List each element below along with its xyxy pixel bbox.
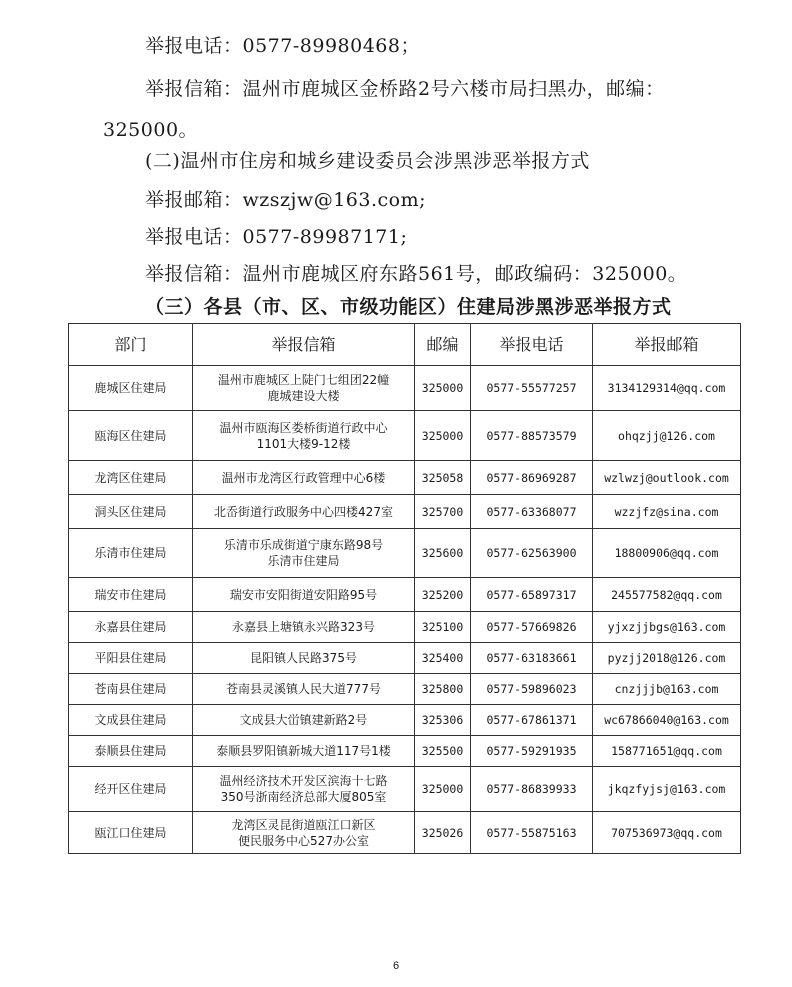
cell-dept: 瓯江口住建局 [69,812,193,854]
cell-address [193,461,415,495]
cell-email: jkqzfyjsj@163.com [593,767,741,812]
cell-phone: 0577-63368077 [471,495,593,529]
cell-phone: 0577-65897317 [471,578,593,612]
address-line: 温州市鹿城区上陡门七组团22幢 [217,373,390,387]
cell-email: 18800906@qq.com [593,529,741,578]
table-row [69,812,741,854]
table-row [69,705,741,736]
cell-zip: 325200 [415,578,471,612]
address-line: 鹿城建设大楼 [267,389,340,403]
cell-zip: 325058 [415,461,471,495]
cell-zip: 325100 [415,612,471,643]
cell-address [193,767,415,812]
cell-email: 707536973@qq.com [593,812,741,854]
address-line: 便民服务中心527办公室 [238,833,369,848]
cell-address [193,411,415,461]
cell-zip: 325500 [415,736,471,767]
cell-address [193,366,415,411]
cell-email: wzzjfz@sina.com [593,495,741,529]
table-row [69,529,741,578]
table-row [69,495,741,529]
para-report-phone-2: 举报电话：0577-89987171; [145,226,408,248]
cell-phone: 0577-59896023 [471,674,593,705]
address-line: 文成县大峃镇建新路2号 [239,713,368,727]
table-row [69,366,741,411]
cell-address [193,643,415,674]
header-zip: 邮编 [415,324,471,366]
cell-dept: 瓯海区住建局 [69,411,193,461]
address-line: 乐清市住建局 [267,554,340,568]
cell-dept: 永嘉县住建局 [69,612,193,643]
header-address: 举报信箱 [193,324,415,366]
page-number: 6 [392,960,400,972]
section-2-title: (二)温州市住房和城乡建设委员会涉黑涉恶举报方式 [145,150,590,172]
cell-email: ohqzjj@126.com [593,411,741,461]
address-line: 350号浙南经济总部大厦805室 [220,790,387,804]
address-line: 苍南县灵溪镇人民大道777号 [226,682,381,696]
address-line: 温州市瓯海区娄桥街道行政中心 [219,420,388,435]
table-row [69,411,741,461]
table-row [69,736,741,767]
address-line: 龙湾区灵昆街道瓯江口新区 [231,817,376,832]
cell-phone: 0577-57669826 [471,612,593,643]
table-row [69,767,741,812]
cell-zip: 325000 [415,411,471,461]
cell-email: yjxzjjbgs@163.com [593,612,741,643]
cell-address [193,495,415,529]
cell-zip: 325000 [415,767,471,812]
cell-address [193,674,415,705]
cell-phone: 0577-86839933 [471,767,593,812]
cell-address [193,578,415,612]
cell-zip: 325026 [415,812,471,854]
address-line: 永嘉县上塘镇永兴路323号 [232,620,375,634]
cell-zip: 325400 [415,643,471,674]
address-line: 北岙街道行政服务中心四楼427室 [214,504,393,519]
table-row [69,643,741,674]
table-row [69,674,741,705]
cell-zip: 325800 [415,674,471,705]
cell-dept: 乐清市住建局 [69,529,193,578]
cell-email: 3134129314@qq.com [593,366,741,411]
cell-phone: 0577-67861371 [471,705,593,736]
table-body [69,366,741,854]
cell-phone: 0577-59291935 [471,736,593,767]
cell-address [193,612,415,643]
table-row [69,578,741,612]
table-row [69,612,741,643]
address-line: 昆阳镇人民路375号 [250,651,357,665]
cell-email: 158771651@qq.com [593,736,741,767]
cell-address [193,705,415,736]
cell-dept: 平阳县住建局 [69,643,193,674]
cell-address [193,812,415,854]
cell-email: pyzjj2018@126.com [593,643,741,674]
cell-email: wzlwzj@outlook.com [593,461,741,495]
cell-phone: 0577-86969287 [471,461,593,495]
cell-phone: 0577-63183661 [471,643,593,674]
cell-phone: 0577-55577257 [471,366,593,411]
contacts-table [68,323,741,854]
para-report-mailbox-2: 举报信箱：温州市鹿城区府东路561号，邮政编码：325000。 [145,263,688,285]
cell-dept: 龙湾区住建局 [69,461,193,495]
address-line: 温州市龙湾区行政管理中心6楼 [221,470,386,485]
cell-dept: 洞头区住建局 [69,495,193,529]
header-email: 举报邮箱 [593,324,741,366]
address-line: 温州经济技术开发区滨海十七路 [219,774,388,788]
cell-zip: 325000 [415,366,471,411]
cell-dept: 瑞安市住建局 [69,578,193,612]
address-line: 泰顺县罗阳镇新城大道117号1楼 [216,744,391,758]
cell-email: 245577582@qq.com [593,578,741,612]
para-zip-continued: 325000。 [103,119,199,141]
cell-dept: 泰顺县住建局 [69,736,193,767]
cell-dept: 经开区住建局 [69,767,193,812]
cell-zip: 325700 [415,495,471,529]
table-row [69,461,741,495]
cell-dept: 苍南县住建局 [69,674,193,705]
section-3-title: （三）各县（市、区、市级功能区）住建局涉黑涉恶举报方式 [145,296,672,318]
para-report-mailbox-1: 举报信箱：温州市鹿城区金桥路2号六楼市局扫黑办，邮编： [145,78,665,100]
para-report-email-2: 举报邮箱：wzszjw@163.com; [145,189,426,211]
table-header-row [69,324,741,366]
cell-email: wc67866040@163.com [593,705,741,736]
header-phone: 举报电话 [471,324,593,366]
cell-email: cnzjjjb@163.com [593,674,741,705]
address-line: 瑞安市安阳街道安阳路95号 [229,587,378,602]
address-line: 1101大楼9-12楼 [256,436,351,451]
cell-dept: 鹿城区住建局 [69,366,193,411]
cell-phone: 0577-88573579 [471,411,593,461]
cell-address [193,736,415,767]
cell-address [193,529,415,578]
cell-phone: 0577-55875163 [471,812,593,854]
cell-phone: 0577-62563900 [471,529,593,578]
cell-dept: 文成县住建局 [69,705,193,736]
para-report-phone-1: 举报电话：0577-89980468； [145,35,420,57]
address-line: 乐清市乐成街道宁康东路98号 [223,538,384,552]
cell-zip: 325600 [415,529,471,578]
cell-zip: 325306 [415,705,471,736]
header-dept: 部门 [69,324,193,366]
